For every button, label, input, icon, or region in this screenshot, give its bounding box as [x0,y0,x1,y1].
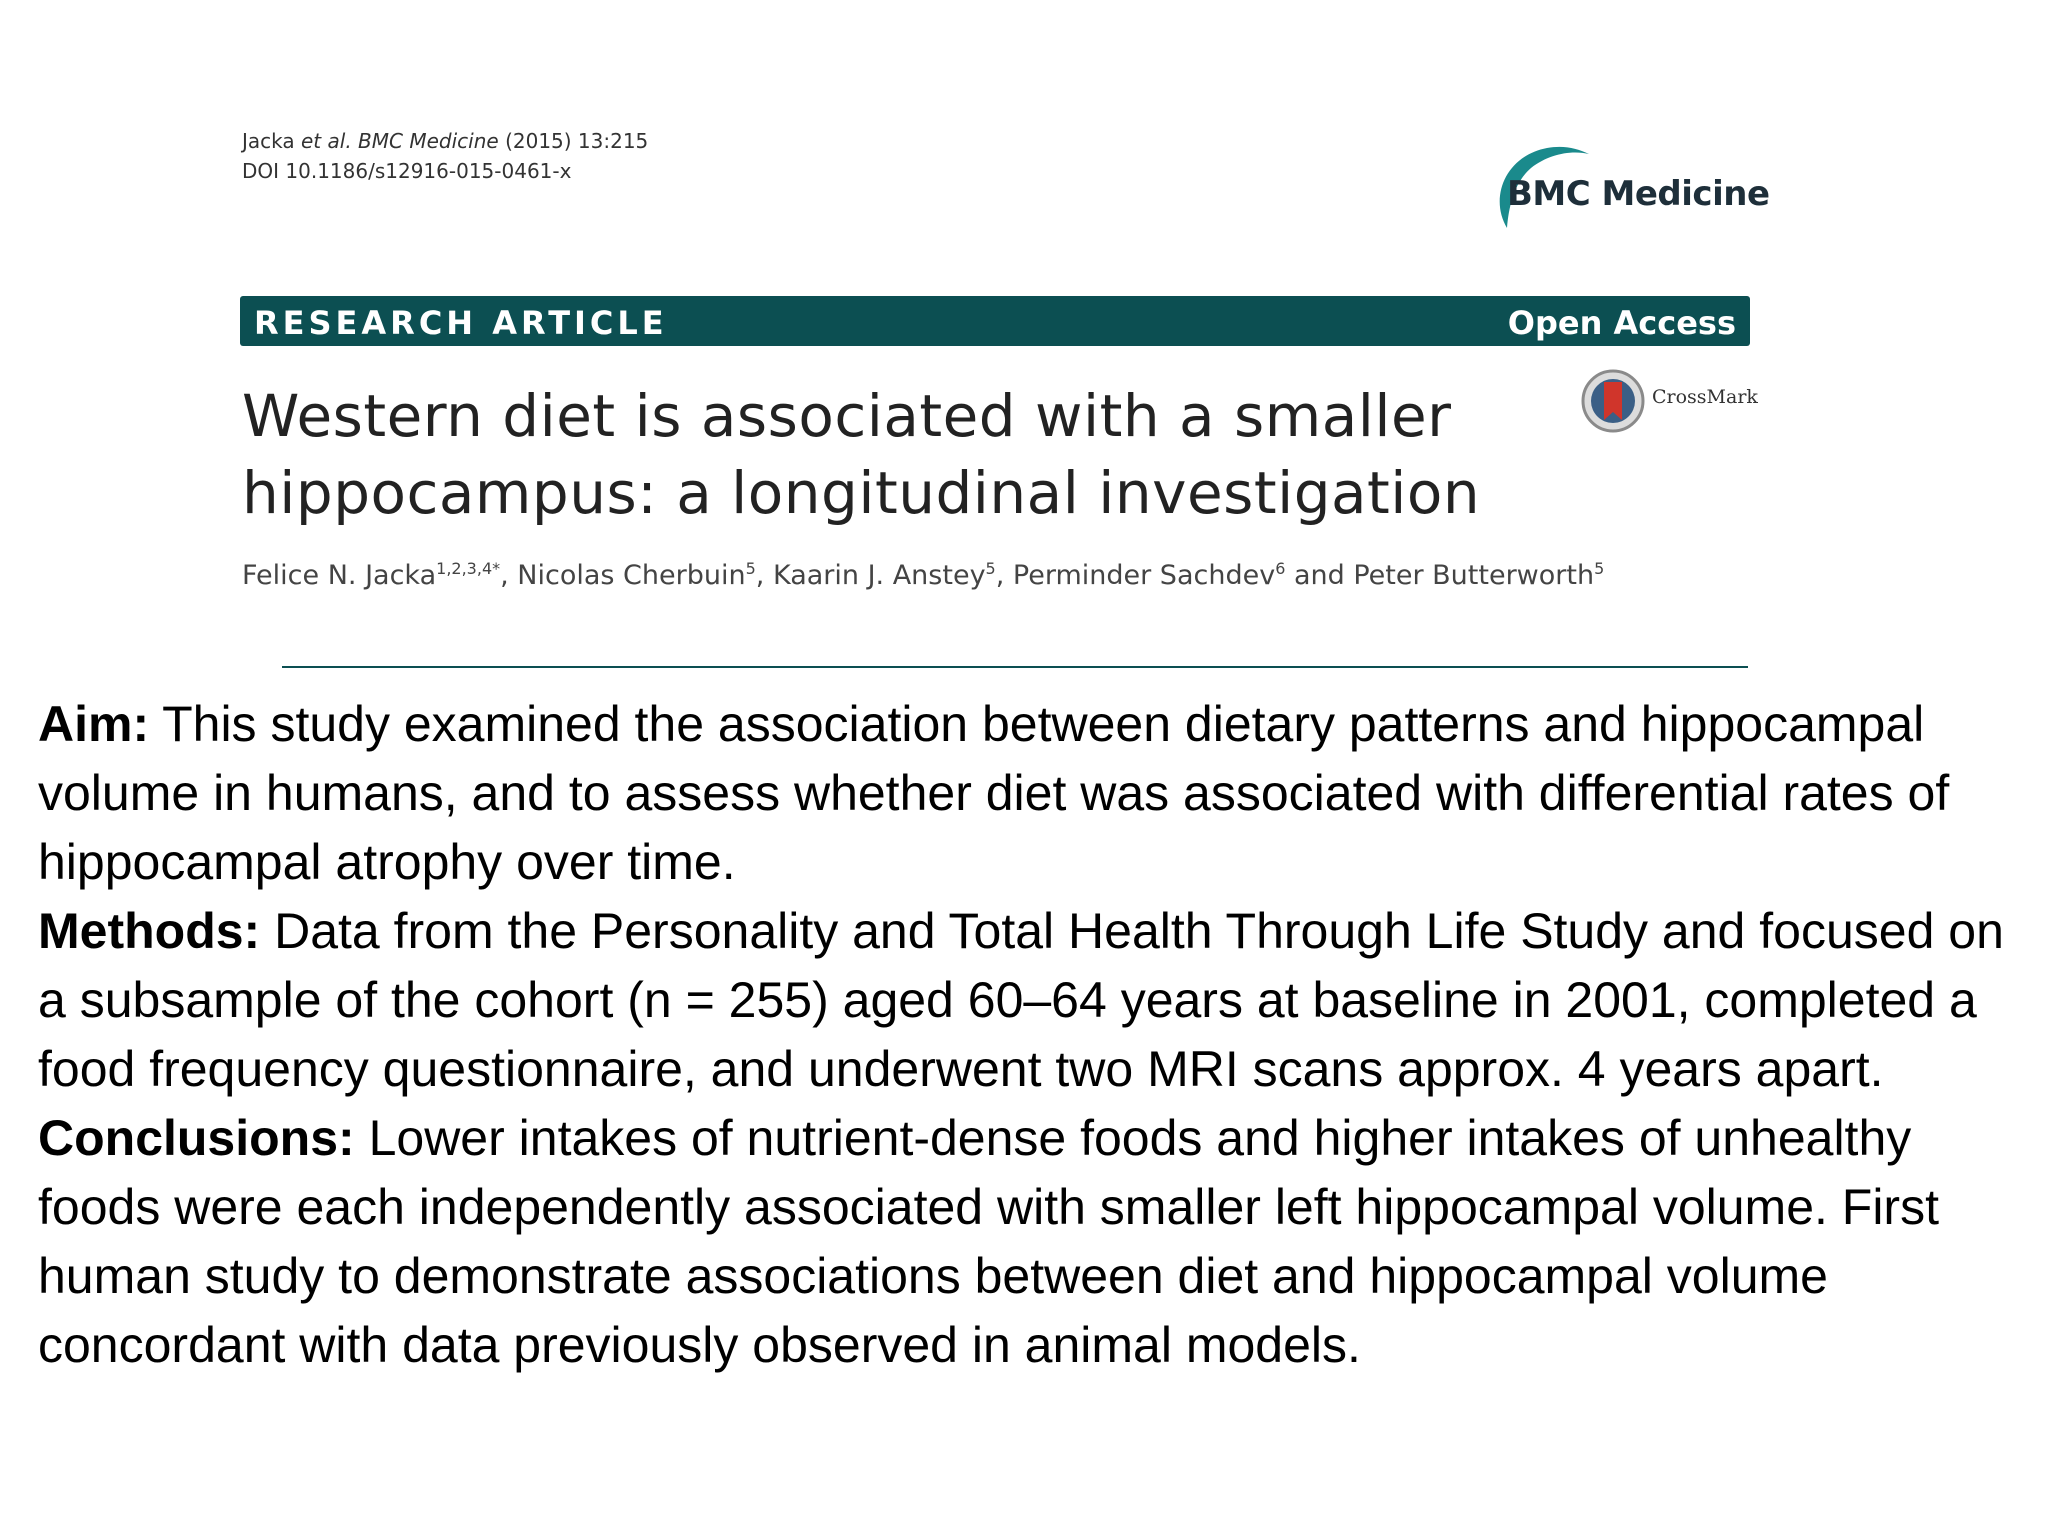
methods-paragraph [38,897,2038,1104]
aim-text: This study examined the association between dietary patterns and hippocampal volume in humans, and to assess whether diet was associated with differential rates of hippocampal atrophy over time. [38,696,1950,890]
conclusions-label: Conclusions: [38,1110,355,1166]
author-name: Perminder Sachdev [1012,560,1276,591]
header-divider [282,666,1748,668]
citation-block [242,126,648,186]
citation-author: Jacka [242,129,295,153]
author-separator: , [500,560,518,591]
citation-etal: et al. [301,129,352,153]
author-separator: and [1285,560,1354,591]
author-name: Kaarin J. Anstey [772,560,986,591]
study-summary [38,690,2038,1380]
paper-header [240,120,1770,680]
author-name: Nicolas Cherbuin [517,560,746,591]
article-type-banner [240,296,1750,346]
logo-text: BMC Medicine [1507,174,1770,214]
article-type-label: RESEARCH ARTICLE [254,304,668,342]
author-affiliation: 5 [745,559,756,578]
crossmark-badge[interactable] [1580,368,1760,438]
conclusions-text: Lower intakes of nutrient-dense foods and higher intakes of unhealthy foods were each independently associated with smaller left hippocampal volume. First human study to demonstrate associations between diet and hippocampal volume concordant with data previously observed in animal models. [38,1110,1939,1373]
author-affiliation: 5 [985,559,996,578]
aim-label: Aim: [38,696,150,752]
aim-paragraph [38,690,2038,897]
author-separator: , [755,560,773,591]
open-access-label: Open Access [1507,304,1736,342]
crossmark-icon [1580,368,1646,434]
author-affiliation: 5 [1594,559,1605,578]
author-list [242,560,1604,591]
author-name: Felice N. Jacka [242,560,437,591]
crossmark-label: CrossMark [1652,386,1758,408]
citation-year-volume: (2015) 13:215 [505,129,649,153]
methods-text: Data from the Personality and Total Health Through Life Study and focused on a subsample of the cohort (n = 255) aged 60–64 years at baseline in 2001, completed a food frequency questionnaire, and underwent two MRI scans approx. 4 years apart. [38,903,2004,1097]
paper-title-line-2: hippocampus: a longitudinal investigation [242,459,1481,527]
methods-label: Methods: [38,903,261,959]
author-affiliation: 6 [1275,559,1286,578]
author-name: Peter Butterworth [1353,560,1595,591]
citation-line [242,126,648,156]
author-separator: , [995,560,1013,591]
citation-doi: DOI 10.1186/s12916-015-0461-x [242,159,572,183]
paper-title [242,378,1542,532]
paper-title-line-1: Western diet is associated with a smaller [242,382,1452,450]
author-affiliation: 1,2,3,4* [436,559,501,578]
citation-journal: BMC Medicine [358,129,499,153]
bmc-medicine-logo [1485,130,1770,240]
conclusions-paragraph [38,1104,2038,1380]
